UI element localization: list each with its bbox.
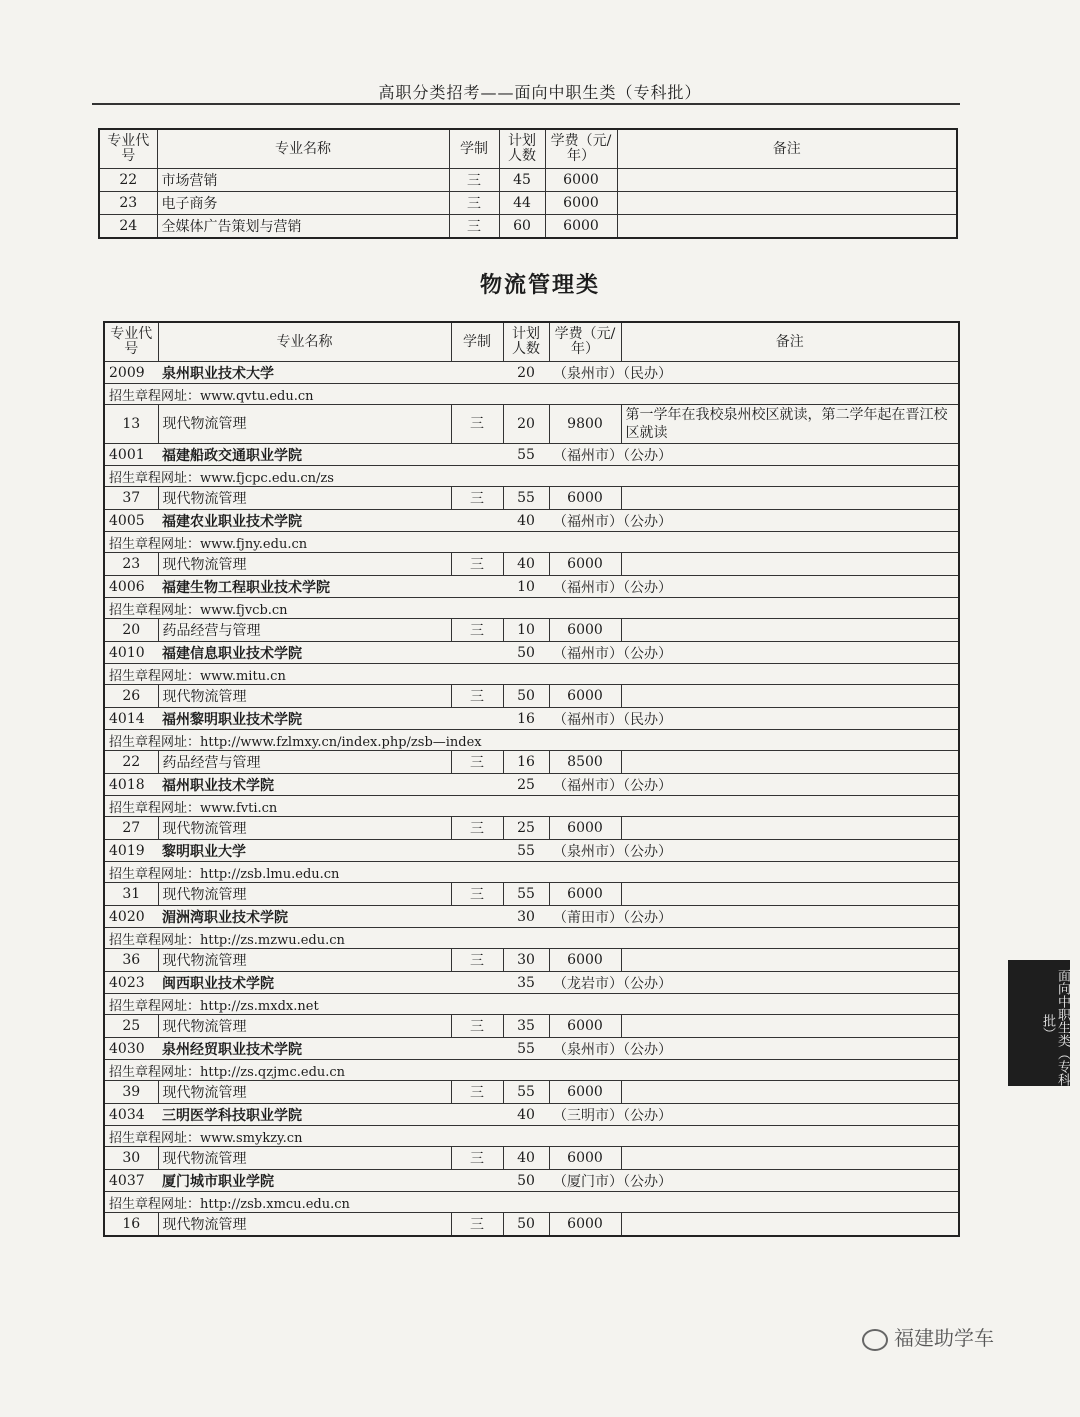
major-years: 三 xyxy=(451,487,503,510)
major-fee: 6000 xyxy=(549,553,621,576)
school-blank xyxy=(451,576,503,598)
major-name: 现代物流管理 xyxy=(158,1213,451,1237)
major-years: 三 xyxy=(451,1015,503,1038)
major-name: 现代物流管理 xyxy=(158,553,451,576)
major-code: 36 xyxy=(104,949,158,972)
school-code: 4023 xyxy=(104,972,158,994)
school-plan: 25 xyxy=(503,774,549,796)
school-code: 4020 xyxy=(104,906,158,928)
school-blank xyxy=(451,708,503,730)
school-site: 招生章程网址：www.fjny.edu.cn xyxy=(104,532,959,553)
major-name: 市场营销 xyxy=(157,169,449,192)
school-row xyxy=(104,576,959,598)
page-header: 高职分类招考——面向中职生类（专科批） xyxy=(378,83,702,102)
major-note: 第一学年在我校泉州校区就读，第二学年起在晋江校区就读 xyxy=(621,405,959,444)
major-note xyxy=(621,685,959,708)
major-plan: 40 xyxy=(503,553,549,576)
school-plan: 55 xyxy=(503,1038,549,1060)
school-location: （福州市）（公办） xyxy=(549,576,959,598)
school-row xyxy=(104,510,959,532)
major-fee: 6000 xyxy=(545,215,617,239)
major-fee: 8500 xyxy=(549,751,621,774)
school-name: 福州黎明职业技术学院 xyxy=(158,708,451,730)
major-plan: 50 xyxy=(503,1213,549,1237)
wechat-icon xyxy=(862,1329,888,1351)
school-code: 4001 xyxy=(104,444,158,466)
school-site-row xyxy=(104,1192,959,1213)
school-code: 4034 xyxy=(104,1104,158,1126)
school-code: 4005 xyxy=(104,510,158,532)
school-blank xyxy=(451,642,503,664)
major-code: 25 xyxy=(104,1015,158,1038)
school-location: （福州市）（民办） xyxy=(549,708,959,730)
school-location: （三明市）（公办） xyxy=(549,1104,959,1126)
col-code: 专业代号 xyxy=(104,322,158,362)
col-years: 学制 xyxy=(451,322,503,362)
school-site: 招生章程网址：www.qvtu.edu.cn xyxy=(104,384,959,405)
major-note xyxy=(621,619,959,642)
major-code: 22 xyxy=(104,751,158,774)
major-fee: 6000 xyxy=(549,1213,621,1237)
school-location: （泉州市）（公办） xyxy=(549,840,959,862)
major-code: 23 xyxy=(104,553,158,576)
major-years: 三 xyxy=(449,192,499,215)
major-note xyxy=(621,1081,959,1104)
table-row xyxy=(104,685,959,708)
major-fee: 6000 xyxy=(549,685,621,708)
school-name: 福建信息职业技术学院 xyxy=(158,642,451,664)
table-row xyxy=(104,1213,959,1237)
major-note xyxy=(621,751,959,774)
school-site: 招生章程网址：www.fjvcb.cn xyxy=(104,598,959,619)
major-note xyxy=(621,553,959,576)
school-row xyxy=(104,1170,959,1192)
major-years: 三 xyxy=(451,405,503,444)
school-name: 厦门城市职业学院 xyxy=(158,1170,451,1192)
major-fee: 6000 xyxy=(545,169,617,192)
school-site: 招生章程网址：www.fjcpc.edu.cn/zs xyxy=(104,466,959,487)
major-code: 37 xyxy=(104,487,158,510)
table-row xyxy=(104,1081,959,1104)
school-blank xyxy=(451,840,503,862)
major-plan: 40 xyxy=(503,1147,549,1170)
major-fee: 6000 xyxy=(549,949,621,972)
school-name: 福建船政交通职业学院 xyxy=(158,444,451,466)
school-code: 4014 xyxy=(104,708,158,730)
section-title: 物流管理类 xyxy=(479,272,600,298)
col-plan: 计划人数 xyxy=(499,129,545,169)
major-plan: 25 xyxy=(503,817,549,840)
table-row xyxy=(104,1147,959,1170)
school-site-row xyxy=(104,928,959,949)
school-site: 招生章程网址：www.mitu.cn xyxy=(104,664,959,685)
school-plan: 10 xyxy=(503,576,549,598)
major-note xyxy=(621,1147,959,1170)
major-plan: 10 xyxy=(503,619,549,642)
school-code: 4010 xyxy=(104,642,158,664)
school-name: 泉州职业技术大学 xyxy=(158,362,451,384)
table-row xyxy=(99,192,957,215)
school-plan: 35 xyxy=(503,972,549,994)
school-name: 福州职业技术学院 xyxy=(158,774,451,796)
watermark-text: 福建助学车 xyxy=(894,1326,994,1350)
major-name: 现代物流管理 xyxy=(158,949,451,972)
school-name: 黎明职业大学 xyxy=(158,840,451,862)
major-plan: 45 xyxy=(499,169,545,192)
major-name: 现代物流管理 xyxy=(158,883,451,906)
major-note xyxy=(621,817,959,840)
major-fee: 6000 xyxy=(549,1081,621,1104)
col-plan: 计划人数 xyxy=(503,322,549,362)
major-code: 16 xyxy=(104,1213,158,1237)
school-site-row xyxy=(104,664,959,685)
school-site: 招生章程网址：www.fvti.cn xyxy=(104,796,959,817)
major-name: 现代物流管理 xyxy=(158,1015,451,1038)
school-site: 招生章程网址：http://zsb.lmu.edu.cn xyxy=(104,862,959,883)
major-plan: 35 xyxy=(503,1015,549,1038)
major-code: 27 xyxy=(104,817,158,840)
major-plan: 55 xyxy=(503,883,549,906)
major-years: 三 xyxy=(451,751,503,774)
school-plan: 55 xyxy=(503,444,549,466)
school-code: 4006 xyxy=(104,576,158,598)
school-blank xyxy=(451,972,503,994)
school-site-row xyxy=(104,862,959,883)
table-row xyxy=(104,949,959,972)
major-years: 三 xyxy=(451,883,503,906)
school-row xyxy=(104,972,959,994)
school-plan: 30 xyxy=(503,906,549,928)
table-row xyxy=(104,487,959,510)
table-row xyxy=(104,883,959,906)
school-row xyxy=(104,708,959,730)
major-code: 20 xyxy=(104,619,158,642)
col-name: 专业名称 xyxy=(157,129,449,169)
major-name: 现代物流管理 xyxy=(158,685,451,708)
school-site: 招生章程网址：www.smykzy.cn xyxy=(104,1126,959,1147)
major-code: 23 xyxy=(99,192,157,215)
school-plan: 20 xyxy=(503,362,549,384)
school-code: 2009 xyxy=(104,362,158,384)
major-plan: 55 xyxy=(503,487,549,510)
school-site-row xyxy=(104,384,959,405)
school-location: （泉州市）（公办） xyxy=(549,1038,959,1060)
school-site: 招生章程网址：http://zs.mxdx.net xyxy=(104,994,959,1015)
school-location: （福州市）（公办） xyxy=(549,642,959,664)
major-note xyxy=(617,169,957,192)
major-fee: 6000 xyxy=(549,883,621,906)
header-rule xyxy=(92,103,960,105)
major-code: 30 xyxy=(104,1147,158,1170)
school-name: 福建生物工程职业技术学院 xyxy=(158,576,451,598)
major-name: 药品经营与管理 xyxy=(158,619,451,642)
school-name: 闽西职业技术学院 xyxy=(158,972,451,994)
school-plan: 40 xyxy=(503,1104,549,1126)
school-blank xyxy=(451,1038,503,1060)
major-years: 三 xyxy=(451,685,503,708)
school-plan: 55 xyxy=(503,840,549,862)
major-plan: 20 xyxy=(503,405,549,444)
table-row xyxy=(104,1015,959,1038)
school-site: 招生章程网址：http://zsb.xmcu.edu.cn xyxy=(104,1192,959,1213)
major-code: 22 xyxy=(99,169,157,192)
school-location: （泉州市）（民办） xyxy=(549,362,959,384)
school-site: 招生章程网址：http://zs.mzwu.edu.cn xyxy=(104,928,959,949)
school-row xyxy=(104,1104,959,1126)
school-code: 4019 xyxy=(104,840,158,862)
major-note xyxy=(621,883,959,906)
school-blank xyxy=(451,1104,503,1126)
school-name: 泉州经贸职业技术学院 xyxy=(158,1038,451,1060)
school-name: 湄洲湾职业技术学院 xyxy=(158,906,451,928)
school-blank xyxy=(451,774,503,796)
school-site: 招生章程网址：http://zs.qzjmc.edu.cn xyxy=(104,1060,959,1081)
col-code: 专业代号 xyxy=(99,129,157,169)
table-row xyxy=(104,751,959,774)
major-note xyxy=(621,1213,959,1237)
school-site: 招生章程网址：http://www.fzlmxy.cn/index.php/zsb—index xyxy=(104,730,959,751)
major-code: 13 xyxy=(104,405,158,444)
major-note xyxy=(617,192,957,215)
major-note xyxy=(621,1015,959,1038)
school-site-row xyxy=(104,796,959,817)
major-years: 三 xyxy=(451,1213,503,1237)
school-location: （福州市）（公办） xyxy=(549,510,959,532)
major-name: 全媒体广告策划与营销 xyxy=(157,215,449,239)
school-blank xyxy=(451,510,503,532)
school-site-row xyxy=(104,1126,959,1147)
school-site-row xyxy=(104,1060,959,1081)
major-years: 三 xyxy=(451,1081,503,1104)
school-row xyxy=(104,1038,959,1060)
major-name: 现代物流管理 xyxy=(158,487,451,510)
col-fee: 学费（元/年） xyxy=(545,129,617,169)
school-row xyxy=(104,774,959,796)
major-fee: 9800 xyxy=(549,405,621,444)
watermark xyxy=(862,1322,994,1351)
school-site-row xyxy=(104,730,959,751)
major-code: 31 xyxy=(104,883,158,906)
major-code: 24 xyxy=(99,215,157,239)
col-note: 备注 xyxy=(617,129,957,169)
side-tab: 面向中职生类（专科批） xyxy=(1008,960,1070,1086)
col-years: 学制 xyxy=(449,129,499,169)
major-plan: 50 xyxy=(503,685,549,708)
major-code: 26 xyxy=(104,685,158,708)
table-logistics xyxy=(103,321,960,1237)
school-blank xyxy=(451,362,503,384)
school-site-row xyxy=(104,466,959,487)
major-years: 三 xyxy=(451,949,503,972)
school-name: 三明医学科技职业学院 xyxy=(158,1104,451,1126)
col-fee: 学费（元/年） xyxy=(549,322,621,362)
school-name: 福建农业职业技术学院 xyxy=(158,510,451,532)
school-location: （龙岩市）（公办） xyxy=(549,972,959,994)
col-name: 专业名称 xyxy=(158,322,451,362)
school-location: （厦门市）（公办） xyxy=(549,1170,959,1192)
table-row xyxy=(99,169,957,192)
table-row xyxy=(104,817,959,840)
school-code: 4018 xyxy=(104,774,158,796)
major-fee: 6000 xyxy=(549,619,621,642)
school-site-row xyxy=(104,598,959,619)
major-note xyxy=(621,949,959,972)
major-name: 现代物流管理 xyxy=(158,817,451,840)
major-years: 三 xyxy=(449,169,499,192)
major-fee: 6000 xyxy=(549,817,621,840)
major-name: 药品经营与管理 xyxy=(158,751,451,774)
school-plan: 50 xyxy=(503,642,549,664)
school-location: （莆田市）（公办） xyxy=(549,906,959,928)
school-location: （福州市）（公办） xyxy=(549,774,959,796)
table-row xyxy=(104,619,959,642)
school-blank xyxy=(451,444,503,466)
major-name: 现代物流管理 xyxy=(158,405,451,444)
major-years: 三 xyxy=(451,817,503,840)
school-row xyxy=(104,906,959,928)
major-plan: 30 xyxy=(503,949,549,972)
major-fee: 6000 xyxy=(549,1015,621,1038)
school-plan: 16 xyxy=(503,708,549,730)
table-row xyxy=(104,553,959,576)
school-row xyxy=(104,642,959,664)
major-code: 39 xyxy=(104,1081,158,1104)
major-name: 现代物流管理 xyxy=(158,1081,451,1104)
school-blank xyxy=(451,1170,503,1192)
school-row xyxy=(104,840,959,862)
school-location: （福州市）（公办） xyxy=(549,444,959,466)
major-plan: 55 xyxy=(503,1081,549,1104)
col-note: 备注 xyxy=(621,322,959,362)
school-row xyxy=(104,444,959,466)
major-note xyxy=(621,487,959,510)
major-fee: 6000 xyxy=(545,192,617,215)
school-site-row xyxy=(104,994,959,1015)
major-plan: 16 xyxy=(503,751,549,774)
table-header-row xyxy=(99,129,957,169)
major-name: 电子商务 xyxy=(157,192,449,215)
major-note xyxy=(617,215,957,239)
major-years: 三 xyxy=(451,619,503,642)
school-blank xyxy=(451,906,503,928)
major-fee: 6000 xyxy=(549,487,621,510)
school-code: 4030 xyxy=(104,1038,158,1060)
table-row xyxy=(99,215,957,239)
major-name: 现代物流管理 xyxy=(158,1147,451,1170)
major-plan: 44 xyxy=(499,192,545,215)
major-plan: 60 xyxy=(499,215,545,239)
major-years: 三 xyxy=(449,215,499,239)
table-marketing xyxy=(98,128,958,239)
school-code: 4037 xyxy=(104,1170,158,1192)
table-row xyxy=(104,405,959,444)
table-header-row xyxy=(104,322,959,362)
school-site-row xyxy=(104,532,959,553)
school-plan: 40 xyxy=(503,510,549,532)
major-fee: 6000 xyxy=(549,1147,621,1170)
school-row xyxy=(104,362,959,384)
school-plan: 50 xyxy=(503,1170,549,1192)
major-years: 三 xyxy=(451,1147,503,1170)
major-years: 三 xyxy=(451,553,503,576)
